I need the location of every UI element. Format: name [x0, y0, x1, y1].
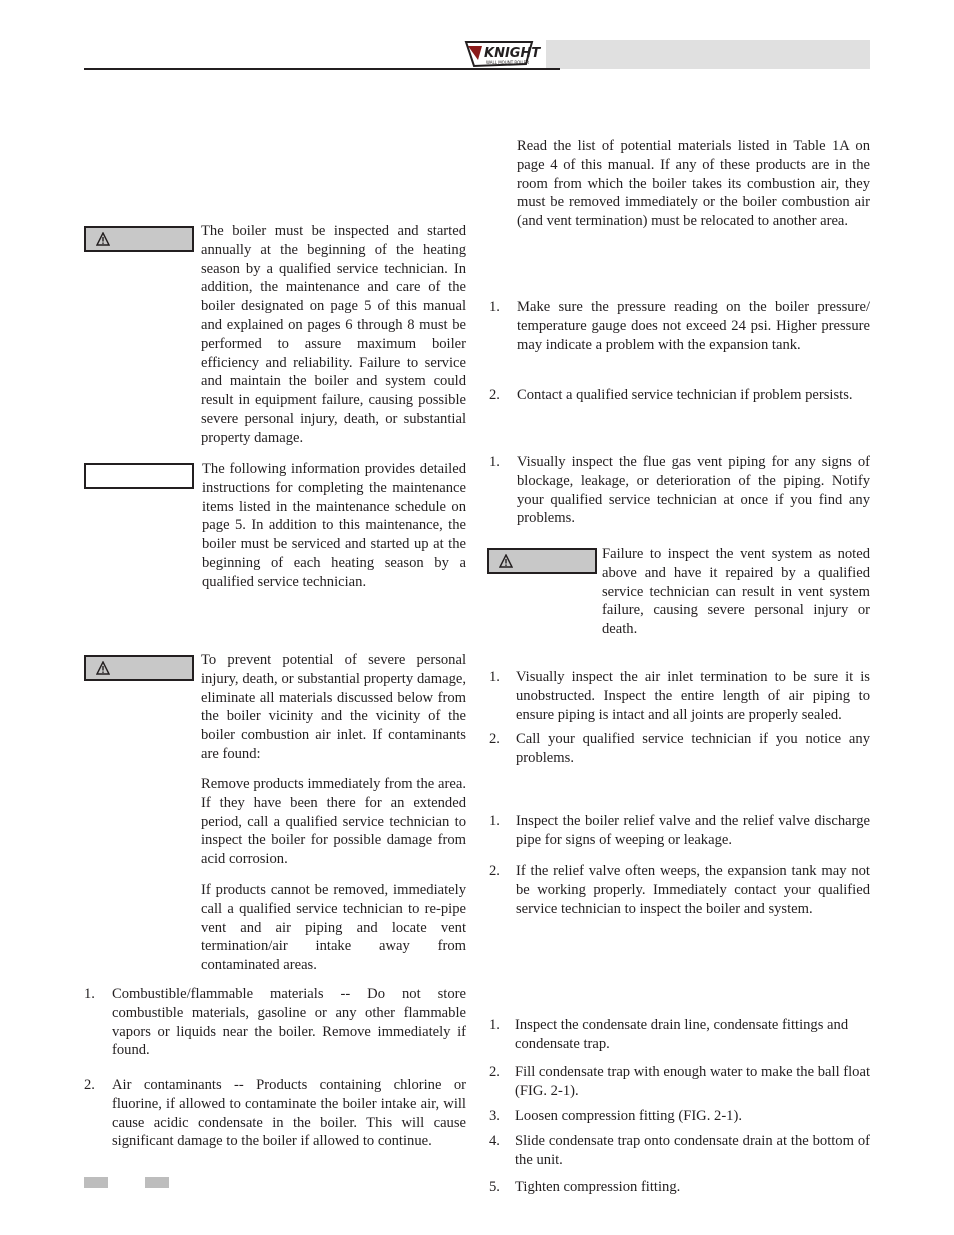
footer-block [84, 1177, 108, 1188]
list-item-number: 1. [489, 1017, 500, 1033]
logo-brand-text: KNIGHT [484, 46, 541, 61]
list-item-text: Loosen compression fitting (FIG. 2-1). [515, 1108, 742, 1124]
list-item-text: Contact a qualified service technician if problem persists. [517, 387, 853, 403]
list-item-text: Visually inspect the flue gas vent piping for any signs of blockage, leakage, or deterioration of the piping. Notify your qualified service technician at once if you find any problems. [517, 454, 870, 527]
warning-2-para-3: If products cannot be removed, immediately call a qualified service technician to re-pipe vent and air piping and locate vent termination/air intake away from contaminated areas. [201, 882, 466, 974]
list-item-number: 1. [489, 813, 500, 829]
list-item-number: 1. [489, 299, 500, 315]
footer-block [145, 1177, 169, 1188]
warning-triangle-icon [499, 554, 513, 568]
list-item-text: If the relief valve often weeps, the expansion tank may not be working properly. Immediately contact your qualified service technician to inspect the boiler and system. [516, 863, 870, 917]
list-item-number: 3. [489, 1108, 500, 1124]
notice-1-text: The following information provides detailed instructions for completing the maintenance items listed in the maintenance schedule on page 5. In addition to this maintenance, the boiler must be serviced and started up at the beginning of each heating season by a qualified service technician. [202, 461, 466, 590]
intro-text: Read the list of potential materials listed in Table 1A on page 4 of this manual. If any of these products are in the room from which the boiler takes its combustion air, they must be removed immediately or the boiler combustion air (and vent termination) must be relocated to another area. [517, 138, 870, 230]
header-bar [546, 40, 870, 69]
notice-label-box [84, 463, 194, 489]
list-item-text: Call your qualified service technician if you notice any problems. [516, 731, 870, 766]
list-item-number: 4. [489, 1133, 500, 1149]
warning-label-box [487, 548, 597, 574]
list-item-text: Combustible/flammable materials -- Do not store combustible materials, gasoline or any other flammable vapors or liquids near the boiler. Remove immediately if found. [112, 986, 466, 1059]
list-item-number: 5. [489, 1179, 500, 1195]
list-item-text: Air contaminants -- Products containing chlorine or fluorine, if allowed to contaminate the boiler intake air, will cause acidic condensate in the boiler. This will cause significant damage to the boiler if allowed to continue. [112, 1077, 466, 1150]
list-item-number: 2. [489, 863, 500, 879]
list-item-number: 2. [489, 1064, 500, 1080]
list-item-number: 2. [489, 387, 500, 403]
list-item-text: Visually inspect the air inlet termination to be sure it is unobstructed. Inspect the entire length of air piping to ensure piping is intact and all joints are properly sealed. [516, 669, 870, 723]
list-item-number: 1. [84, 986, 95, 1002]
list-item-text: Make sure the pressure reading on the boiler pressure/ temperature gauge does not exceed 24 psi. Higher pressure may indicate a problem with the expansion tank. [517, 299, 870, 353]
warning-triangle-icon [96, 232, 110, 246]
warning-1-text: The boiler must be inspected and started annually at the beginning of the heating season by a qualified service technician. In addition, the maintenance and care of the boiler designated on page 5 of this manual and explained on pages 6 through 8 must be performed to assure maximum boiler efficiency and reliability. Failure to service and maintain the boiler and system could result in equipment failure, causing possible severe personal injury, death, or substantial property damage. [201, 223, 466, 446]
list-item-text: Inspect the boiler relief valve and the relief valve discharge pipe for signs of weeping or leakage. [516, 813, 870, 848]
knight-logo [462, 38, 546, 70]
list-item-text: Fill condensate trap with enough water to make the ball float (FIG. 2-1). [515, 1064, 871, 1099]
list-item-text: Tighten compression fitting. [515, 1179, 681, 1195]
list-item-text: Inspect the condensate drain line, condensate fittings and condensate trap. [515, 1017, 849, 1052]
list-item-number: 1. [489, 669, 500, 685]
list-item-number: 2. [84, 1077, 95, 1093]
warning-2-para-2: Remove products immediately from the area. If they have been there for an extended period, call a qualified service technician to inspect the boiler for possible damage from acid corrosion. [201, 776, 466, 868]
warning-label-box [84, 655, 194, 681]
warning-3-text: Failure to inspect the vent system as noted above and have it repaired by a qualified service technician can result in vent system failure, causing severe personal injury or death. [602, 546, 870, 638]
list-item-number: 2. [489, 731, 500, 747]
list-item-number: 1. [489, 454, 500, 470]
warning-label-box [84, 226, 194, 252]
warning-2-text: To prevent potential of severe personal injury, death, or substantial property damage, eliminate all materials discussed below from the boiler vicinity and the vicinity of the boiler combustion air inlet. If contaminants are found: [201, 652, 466, 762]
list-item-text: Slide condensate trap onto condensate drain at the bottom of the unit. [515, 1133, 870, 1168]
logo-sub-text: WALL MOUNT BOILER [486, 60, 529, 65]
warning-triangle-icon [96, 661, 110, 675]
